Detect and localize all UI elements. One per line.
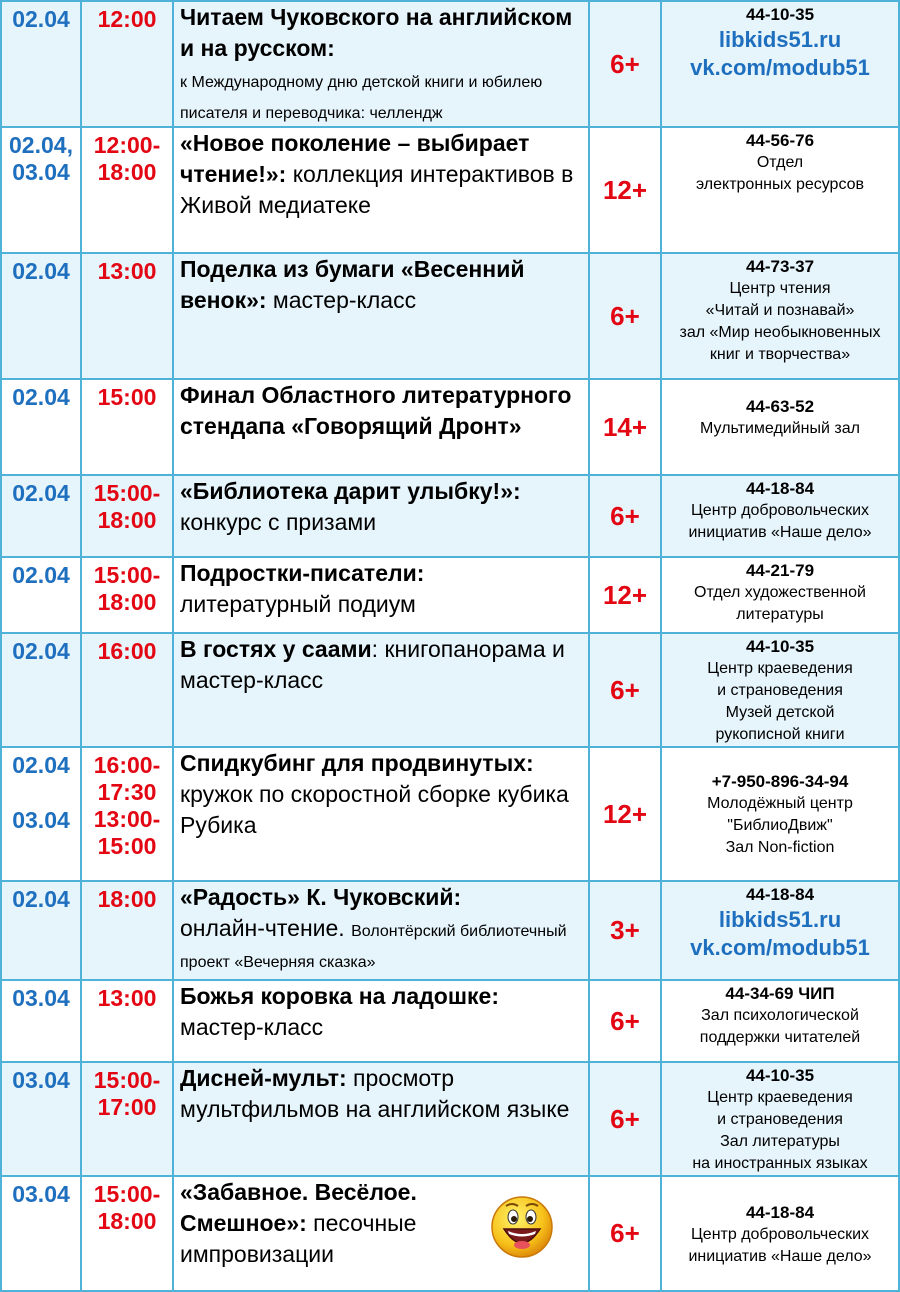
venue-line: инициатив «Наше дело»	[688, 524, 872, 541]
event-contact	[661, 379, 899, 475]
venue-line: Центр краеведения	[707, 660, 853, 677]
event-contact	[661, 1, 899, 127]
age-rating: 6+	[589, 253, 661, 379]
event-contact	[661, 1062, 899, 1176]
age-rating: 6+	[589, 1176, 661, 1291]
event-contact	[661, 980, 899, 1062]
event-title: «Радость» К. Чуковский:	[180, 884, 462, 910]
event-title: Спидкубинг для продвинутых:	[180, 750, 534, 776]
age-rating: 12+	[589, 557, 661, 633]
venue-line: книг и творчества»	[709, 346, 851, 363]
event-date: 02.04	[1, 633, 81, 747]
venue-line: Отдел художественной	[694, 584, 866, 601]
time-line: 15:00-	[93, 1067, 161, 1093]
event-subtitle: конкурс с призами	[180, 509, 377, 535]
table-row	[1, 980, 899, 1062]
age-rating: 6+	[589, 1062, 661, 1176]
event-description	[173, 557, 589, 633]
event-time	[81, 475, 173, 557]
venue-line: Центр краеведения	[707, 1089, 853, 1106]
event-time: 18:00	[81, 881, 173, 980]
smiley-face-icon	[490, 1195, 554, 1259]
event-contact	[661, 557, 899, 633]
time-line: 15:00-	[93, 1181, 161, 1207]
venue-line: Зал Non-fiction	[725, 839, 835, 856]
event-time: 13:00	[81, 980, 173, 1062]
age-rating: 6+	[589, 980, 661, 1062]
table-row	[1, 475, 899, 557]
time-line: 13:00-	[93, 806, 161, 832]
time-line: 17:00	[97, 1094, 157, 1120]
venue-line: зал «Мир необыкновенных	[679, 324, 881, 341]
venue-line: Зал литературы	[720, 1133, 840, 1150]
event-title: Финал Областного литературного стендапа «Говорящий Дронт»	[180, 382, 572, 439]
contact-phone: 44-10-35	[745, 1066, 815, 1085]
time-line: 17:30	[97, 779, 157, 805]
time-line: 18:00	[97, 589, 157, 615]
vk-link[interactable]: vk.com/modub51	[690, 55, 870, 80]
table-row	[1, 1, 899, 127]
time-line: 18:00	[97, 1208, 157, 1234]
event-subtitle: песочные импровизации	[180, 1210, 417, 1267]
event-date: 03.04	[1, 1176, 81, 1291]
contact-phone: 44-10-35	[745, 5, 815, 24]
event-description	[173, 747, 589, 881]
vk-link[interactable]: vk.com/modub51	[690, 935, 870, 960]
table-row	[1, 1176, 899, 1291]
event-description	[173, 1, 589, 127]
event-date: 02.04	[1, 557, 81, 633]
venue-line: Молодёжный центр	[707, 795, 853, 812]
table-row	[1, 633, 899, 747]
event-contact	[661, 253, 899, 379]
venue-line: Зал психологической	[701, 1007, 859, 1024]
event-description	[173, 1062, 589, 1176]
event-date	[1, 747, 81, 881]
date-line: 03.04	[12, 807, 70, 833]
venue-line: на иностранных языках	[692, 1155, 868, 1172]
time-line: 16:00-	[93, 752, 161, 778]
event-subtitle: : книгопанорама и мастер-класс	[180, 636, 565, 693]
venue-line: Отдел	[756, 154, 804, 171]
contact-phone: 44-56-76	[745, 131, 815, 150]
event-description	[173, 475, 589, 557]
event-time: 15:00	[81, 379, 173, 475]
event-contact	[661, 881, 899, 980]
time-line: 15:00	[97, 833, 157, 859]
table-row	[1, 557, 899, 633]
event-date: 02.04	[1, 1, 81, 127]
venue-line: Мультимедийный зал	[700, 420, 860, 437]
table-row	[1, 253, 899, 379]
table-row	[1, 881, 899, 980]
event-title: «Новое поколение – выбирает чтение!»:	[180, 130, 530, 187]
event-contact	[661, 1176, 899, 1291]
venue-line: Центр добровольческих	[690, 502, 870, 519]
event-subtitle: просмотр мультфильмов на английском языке	[180, 1065, 570, 1122]
age-rating: 6+	[589, 475, 661, 557]
event-time: 13:00	[81, 253, 173, 379]
event-subtitle: мастер-класс	[272, 287, 417, 313]
event-date: 02.04	[1, 253, 81, 379]
event-title: Поделка из бумаги «Весенний венок»:	[180, 256, 525, 313]
website-link[interactable]: libkids51.ru	[718, 27, 842, 52]
contact-phone: 44-18-84	[745, 479, 815, 498]
event-title: Подростки-писатели:	[180, 560, 425, 586]
age-rating: 12+	[589, 747, 661, 881]
event-date: 02.04	[1, 379, 81, 475]
age-rating: 6+	[589, 1, 661, 127]
event-title: Читаем Чуковского на английском и на русском:	[180, 4, 573, 61]
event-date	[1, 127, 81, 253]
contact-phone: 44-73-37	[745, 257, 815, 276]
event-time	[81, 1176, 173, 1291]
event-time	[81, 557, 173, 633]
time-line: 15:00-	[93, 562, 161, 588]
event-title: В гостях у саами	[180, 636, 372, 662]
contact-phone: 44-63-52	[745, 397, 815, 416]
event-description	[173, 253, 589, 379]
event-date: 03.04	[1, 980, 81, 1062]
event-description	[173, 633, 589, 747]
date-line: 02.04,	[9, 132, 73, 158]
event-time	[81, 127, 173, 253]
event-title: Дисней-мульт:	[180, 1065, 347, 1091]
event-description	[173, 1176, 589, 1291]
event-contact	[661, 475, 899, 557]
event-time	[81, 747, 173, 881]
event-description	[173, 881, 589, 980]
event-description	[173, 379, 589, 475]
website-link[interactable]: libkids51.ru	[718, 907, 842, 932]
event-date: 03.04	[1, 1062, 81, 1176]
event-contact	[661, 127, 899, 253]
venue-line: Музей детской	[725, 704, 835, 721]
event-subtitle: кружок по скоростной сборке кубика Рубика	[180, 781, 569, 838]
event-note: Волонтёрский библиотечный проект «Вечерняя сказка»	[180, 923, 567, 971]
event-title: «Библиотека дарит улыбку!»:	[180, 478, 521, 504]
contact-phone: 44-18-84	[745, 1202, 815, 1222]
event-title: Божья коровка на ладошке:	[180, 983, 499, 1009]
time-line: 12:00-	[93, 132, 161, 158]
event-contact	[661, 747, 899, 881]
age-rating: 3+	[589, 881, 661, 980]
table-row	[1, 1062, 899, 1176]
date-line: 03.04	[12, 159, 70, 185]
event-date: 02.04	[1, 475, 81, 557]
venue-line: "БиблиоДвиж"	[727, 817, 833, 834]
table-row	[1, 747, 899, 881]
date-line: 02.04	[12, 752, 70, 778]
event-subtitle: онлайн-чтение.	[180, 915, 345, 941]
event-time: 16:00	[81, 633, 173, 747]
venue-line: и страноведения	[717, 1111, 843, 1128]
age-rating: 12+	[589, 127, 661, 253]
venue-line: Центр добровольческих	[690, 1225, 870, 1243]
venue-line: рукописной книги	[715, 726, 845, 743]
event-note: к Международному дню детской книги и юбилею писателя и переводчика: челлендж	[180, 74, 543, 122]
event-contact	[661, 633, 899, 747]
contact-phone: 44-18-84	[745, 885, 815, 904]
table-row	[1, 127, 899, 253]
time-line: 18:00	[97, 507, 157, 533]
event-date: 02.04	[1, 881, 81, 980]
event-description	[173, 980, 589, 1062]
venue-line: литературы	[736, 606, 824, 623]
event-time: 12:00	[81, 1, 173, 127]
time-line: 18:00	[97, 159, 157, 185]
contact-phone: 44-21-79	[745, 561, 815, 580]
event-description	[173, 127, 589, 253]
contact-phone: +7-950-896-34-94	[711, 772, 849, 791]
event-time	[81, 1062, 173, 1176]
contact-phone: 44-34-69 ЧИП	[725, 984, 835, 1003]
event-subtitle: коллекция интерактивов в Живой медиатеке	[180, 161, 574, 218]
venue-line: «Читай и познавай»	[705, 302, 855, 319]
event-subtitle: литературный подиум	[180, 591, 416, 617]
contact-phone: 44-10-35	[745, 637, 815, 656]
event-title: «Забавное. Весёлое. Смешное»:	[180, 1179, 417, 1236]
venue-line: электронных ресурсов	[695, 176, 865, 193]
table-row	[1, 379, 899, 475]
venue-line: Центр чтения	[729, 280, 831, 297]
venue-line: и страноведения	[717, 682, 843, 699]
age-rating: 14+	[589, 379, 661, 475]
venue-line: инициатив «Наше дело»	[688, 1247, 872, 1265]
age-rating: 6+	[589, 633, 661, 747]
venue-line: поддержки читателей	[699, 1029, 861, 1046]
event-subtitle: мастер-класс	[180, 1014, 324, 1040]
time-line: 15:00-	[93, 480, 161, 506]
